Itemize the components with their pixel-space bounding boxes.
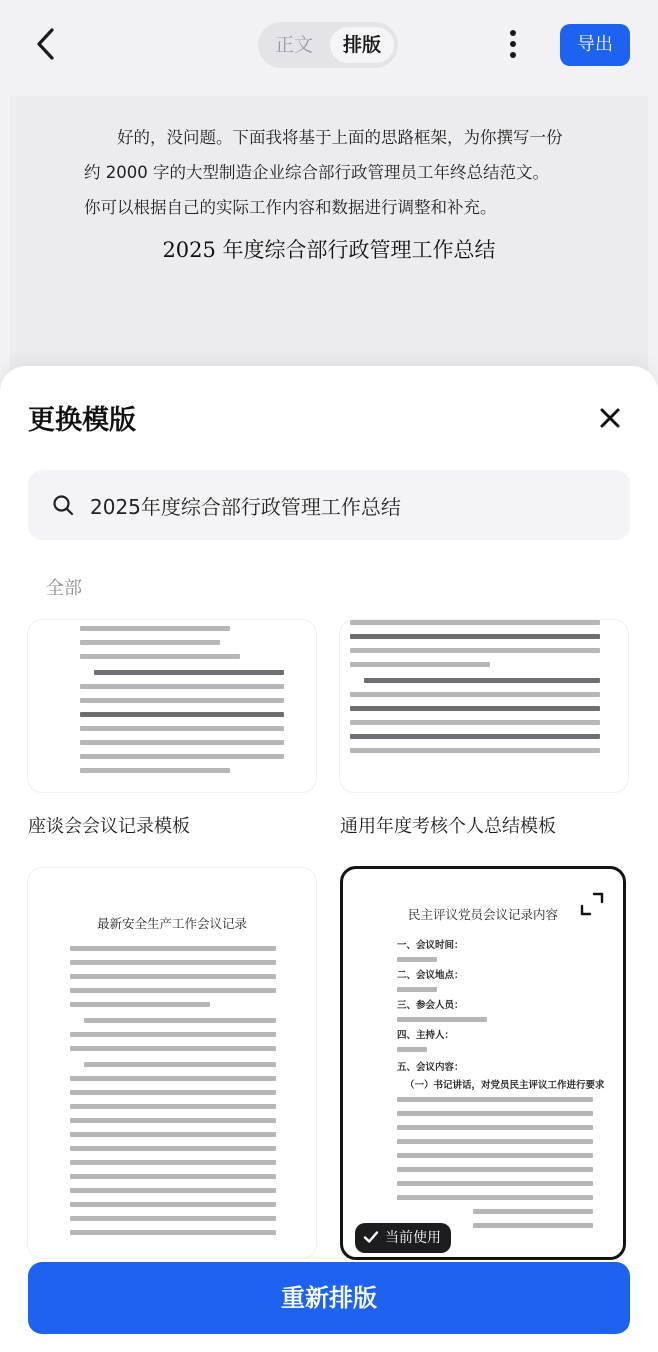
- search-field[interactable]: [28, 470, 630, 540]
- document-intro: 好的，没问题。下面我将基于上面的思路框架，为你撰写一份约 2000 字的大型制造企业综合部行政管理员工年终总结范文。你可以根据自己的实际工作内容和数据进行调整和补充。: [84, 128, 563, 217]
- template-section: 二、会议地点：: [397, 970, 464, 981]
- relayout-button[interactable]: 重新排版: [28, 1262, 630, 1334]
- category-all[interactable]: 全部: [46, 578, 82, 599]
- template-card-meeting-minutes[interactable]: [28, 620, 316, 792]
- template-label[interactable]: 座谈会会议记录模板: [28, 816, 190, 837]
- change-template-sheet: [0, 366, 658, 1352]
- close-icon[interactable]: [596, 404, 624, 432]
- top-bar: [0, 0, 658, 90]
- current-template-badge: [355, 1223, 451, 1253]
- check-icon: [363, 1229, 379, 1245]
- search-icon: [52, 494, 74, 516]
- template-thumb-title: 最新安全生产工作会议记录: [96, 916, 247, 931]
- view-segmented-control: [258, 22, 398, 68]
- more-vertical-icon[interactable]: [498, 26, 528, 62]
- template-section: 三、参会人员：: [397, 1000, 464, 1011]
- current-badge-label: 当前使用: [385, 1230, 441, 1246]
- template-section: 五、会议内容：: [397, 1062, 464, 1073]
- document-title: 2025 年度综合部行政管理工作总结: [162, 238, 496, 262]
- template-thumb-title: 民主评议党员会议记录内容: [407, 907, 558, 922]
- template-card-annual-review[interactable]: [340, 620, 628, 792]
- template-section: 一、会议时间：: [397, 940, 464, 951]
- tab-layout[interactable]: 排版: [330, 27, 394, 63]
- export-button[interactable]: 导出: [560, 24, 630, 66]
- template-label[interactable]: 通用年度考核个人总结模板: [340, 816, 556, 837]
- template-card-safety-meeting[interactable]: [28, 868, 316, 1258]
- template-thumbnail: [28, 620, 316, 792]
- template-card-party-review[interactable]: [340, 866, 626, 1260]
- sheet-title: 更换模版: [28, 405, 136, 436]
- template-section: 四、主持人：: [397, 1030, 455, 1041]
- template-thumbnail: [28, 868, 316, 1258]
- template-thumbnail: [340, 620, 628, 792]
- template-thumbnail: [343, 869, 623, 1257]
- back-arrow-icon[interactable]: [30, 26, 66, 62]
- tab-text[interactable]: 正文: [274, 34, 313, 56]
- search-input[interactable]: 2025年度综合部行政管理工作总结: [90, 495, 401, 519]
- template-section: （一）书记讲话，对党员民主评议工作进行要求: [405, 1080, 605, 1091]
